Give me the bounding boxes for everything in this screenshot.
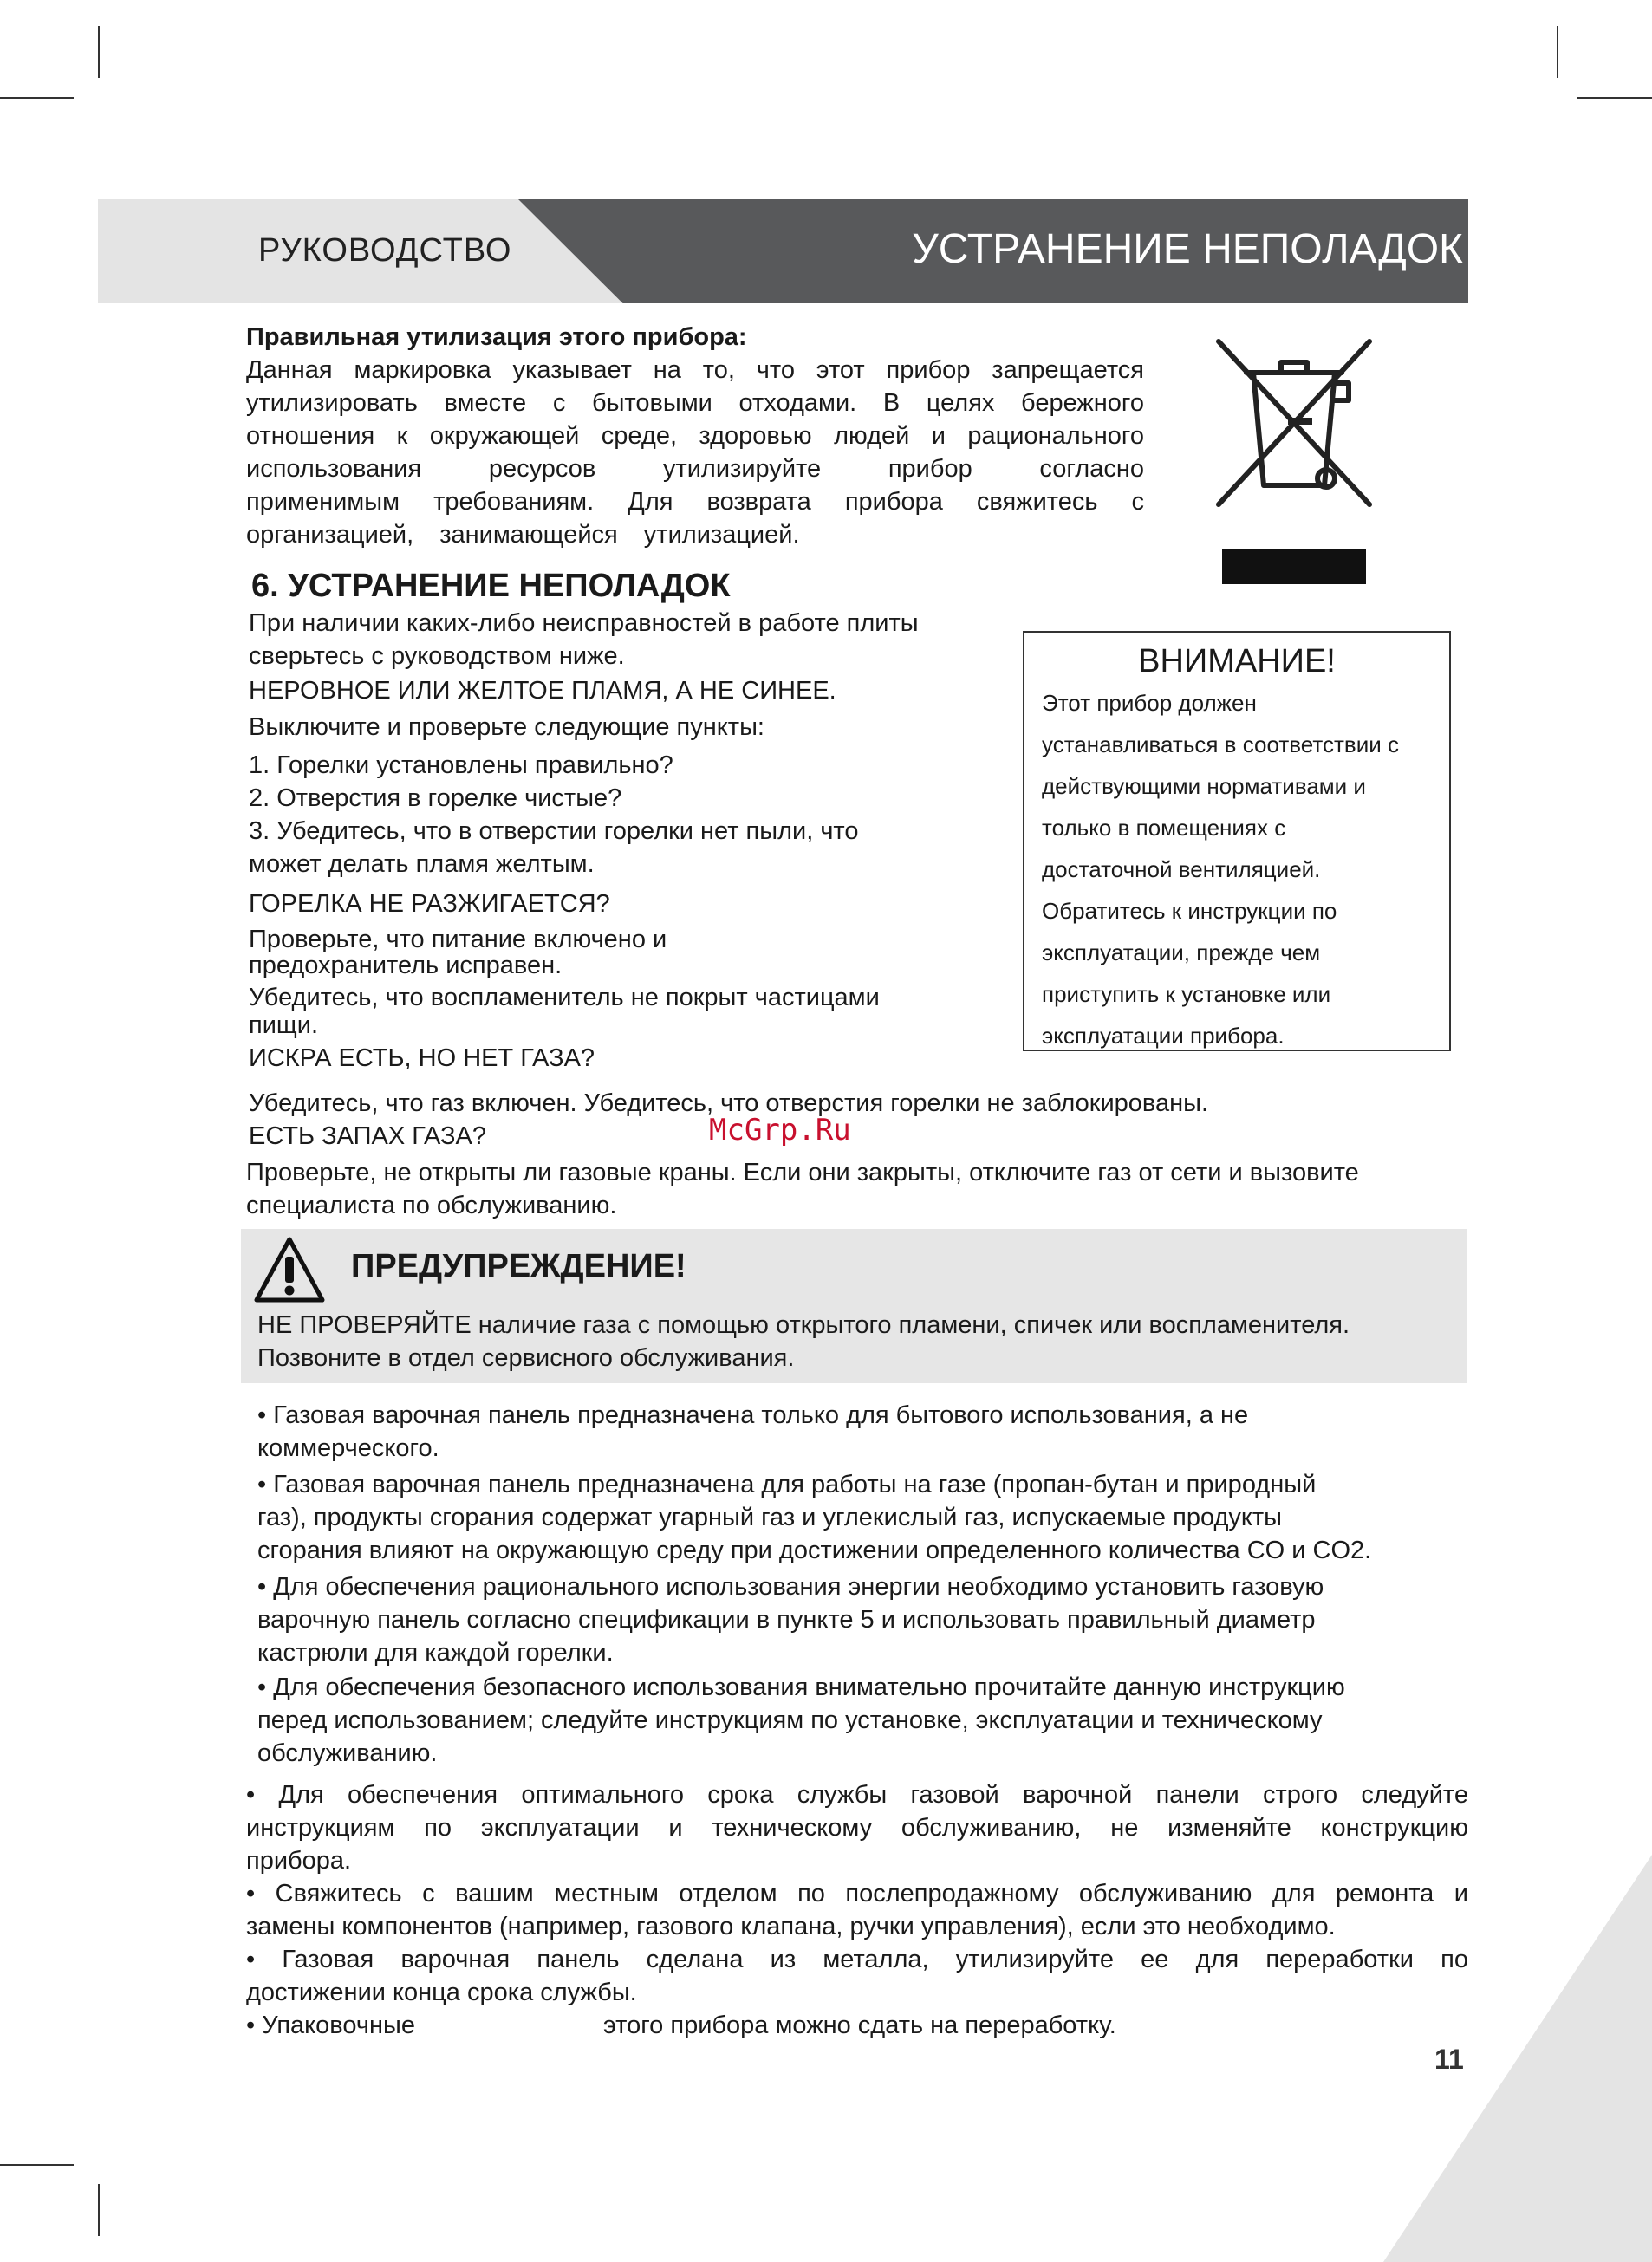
- crop-mark: [0, 97, 74, 99]
- attention-body: [1024, 682, 1449, 1056]
- crop-mark: [1557, 26, 1558, 78]
- bullet-line: • Газовая варочная панель сделана из металла, утилизируйте ее для переработки по: [246, 1946, 1468, 1973]
- flame-item: 1. Горелки установлены правильно?: [249, 751, 673, 779]
- bullet-line: • Для обеспечения рационального использования энергии необходимо установить газовую: [257, 1573, 1324, 1601]
- ignite-heading: ГОРЕЛКА НЕ РАЗЖИГАЕТСЯ?: [249, 890, 610, 918]
- flame-item: 2. Отверстия в горелке чистые?: [249, 784, 622, 812]
- attention-line: эксплуатации, прежде чем: [1042, 939, 1321, 965]
- disposal-line: утилизировать вместе с бытовыми отходами. В целях бережного: [246, 389, 1144, 417]
- bullet-line: кастрюли для каждой горелки.: [257, 1639, 614, 1667]
- attention-line: действующими нормативами и: [1042, 773, 1366, 799]
- flame-heading: НЕРОВНОЕ ИЛИ ЖЕЛТОЕ ПЛАМЯ, А НЕ СИНЕЕ.: [249, 677, 836, 705]
- disposal-line: организацией, занимающейся утилизацией.: [246, 521, 800, 549]
- ignite-line: Проверьте, что питание включено и: [249, 926, 667, 953]
- attention-line: Этот прибор должен: [1042, 690, 1257, 716]
- warning-line: НЕ ПРОВЕРЯЙТЕ наличие газа с помощью открытого пламени, спичек или воспламенителя.: [257, 1311, 1350, 1339]
- crop-mark: [98, 2184, 100, 2236]
- attention-line: только в помещениях с: [1042, 815, 1286, 841]
- smell-text: Проверьте, не открыты ли газовые краны. Если они закрыты, отключите газ от сети и вызовите: [246, 1159, 1359, 1186]
- attention-box: [1023, 631, 1451, 1051]
- attention-line: Обратитесь к инструкции по: [1042, 898, 1337, 924]
- page-number: 11: [1434, 2044, 1464, 2075]
- bullet-list-b: [246, 1778, 1468, 2042]
- header-chapter-title: УСТРАНЕНИЕ НЕПОЛАДОК: [912, 226, 1463, 272]
- bullet-line: достижении конца срока службы.: [246, 1979, 637, 2006]
- bullet-line: замены компонентов (например, газового клапана, ручки управления), если это необходимо.: [246, 1913, 1336, 1940]
- bullet-fragment: этого прибора можно сдать на переработку.: [603, 2012, 1116, 2039]
- crossed-out-wheelie-bin-icon: [1203, 331, 1385, 591]
- bullet-line: • Свяжитесь с вашим местным отделом по послепродажному обслуживанию для ремонта и: [246, 1880, 1468, 1908]
- troubleshooting-column: [249, 607, 1011, 1075]
- attention-line: достаточной вентиляцией.: [1042, 856, 1321, 882]
- crop-mark: [1577, 97, 1652, 99]
- flame-check: Выключите и проверьте следующие пункты:: [249, 713, 764, 741]
- troubleshooting-heading: 6. УСТРАНЕНИЕ НЕПОЛАДОК: [251, 568, 731, 604]
- flame-item: 3. Убедитесь, что в отверстии горелки нет пыли, что: [249, 817, 859, 845]
- bullet-line-last: [246, 2009, 1468, 2042]
- bullet-line: • Для обеспечения оптимального срока службы газовой варочной панели строго следуйте: [246, 1781, 1468, 1809]
- bullet-fragment: • Упаковочные: [246, 2012, 415, 2039]
- smell-text: специалиста по обслуживанию.: [246, 1192, 617, 1219]
- attention-line: эксплуатации прибора.: [1042, 1023, 1285, 1049]
- bullet-line: газ), продукты сгорания содержат угарный газ и углекислый газ, испускаемые продукты: [257, 1504, 1283, 1531]
- ignite-line: предохранитель исправен.: [249, 952, 563, 979]
- bullet-line: обслуживанию.: [257, 1739, 438, 1767]
- ignite-line: Убедитесь, что воспламенитель не покрыт частицами: [249, 984, 880, 1011]
- bullet-line: • Для обеспечения безопасного использования внимательно прочитайте данную инструкцию: [257, 1674, 1345, 1701]
- disposal-section: [246, 321, 1144, 551]
- bullet-line: сгорания влияют на окружающую среду при достижении определенного количества CO и CO2.: [257, 1537, 1372, 1564]
- crop-mark: [0, 2164, 74, 2166]
- disposal-line: Данная маркировка указывает на то, что этот прибор запрещается: [246, 356, 1144, 384]
- attention-line: устанавливаться в соответствии с: [1042, 731, 1399, 757]
- bullet-list-a: [257, 1399, 1471, 1770]
- crop-mark: [98, 26, 100, 78]
- spark-heading: ИСКРА ЕСТЬ, НО НЕТ ГАЗА?: [249, 1044, 595, 1072]
- bullet-line: • Газовая варочная панель предназначена для работы на газе (пропан-бутан и природный: [257, 1471, 1317, 1498]
- ignite-line: пищи.: [249, 1011, 319, 1039]
- spark-text: Убедитесь, что газ включен. Убедитесь, что отверстия горелки не заблокированы.: [249, 1089, 1209, 1117]
- header-section-label: РУКОВОДСТВО: [258, 232, 512, 269]
- disposal-line: использования ресурсов утилизируйте прибор согласно: [246, 455, 1144, 483]
- bullet-line: инструкциям по эксплуатации и техническому обслуживанию, не изменяйте конструкцию: [246, 1814, 1468, 1842]
- bullet-line: • Газовая варочная панель предназначена только для бытового использования, а не: [257, 1401, 1249, 1429]
- bullet-line: перед использованием; следуйте инструкциям по установке, эксплуатации и техническому: [257, 1706, 1323, 1734]
- intro-line: При наличии каких-либо неисправностей в работе плиты: [249, 609, 919, 637]
- warning-triangle-icon: [251, 1234, 328, 1305]
- smell-heading: ЕСТЬ ЗАПАХ ГАЗА?: [249, 1122, 487, 1150]
- intro-line: сверьтесь с руководством ниже.: [249, 642, 625, 670]
- disposal-title: Правильная утилизация этого прибора:: [246, 323, 747, 351]
- disposal-line: отношения к окружающей среде, здоровью людей и рационального: [246, 422, 1144, 450]
- attention-line: приступить к установке или: [1042, 981, 1331, 1007]
- flame-item: может делать пламя желтым.: [249, 850, 595, 878]
- bullet-line: коммерческого.: [257, 1434, 439, 1462]
- disposal-line: применимым требованиям. Для возврата прибора свяжитесь с: [246, 488, 1144, 516]
- bullet-line: прибора.: [246, 1847, 352, 1875]
- warning-title: ПРЕДУПРЕЖДЕНИЕ!: [351, 1248, 686, 1284]
- attention-title: ВНИМАНИЕ!: [1138, 643, 1336, 679]
- bullet-line: варочную панель согласно спецификации в пункте 5 и использовать правильный диаметр: [257, 1606, 1316, 1634]
- warning-line: Позвоните в отдел сервисного обслуживания.: [257, 1344, 795, 1372]
- watermark-text: McGrp.Ru: [709, 1113, 851, 1147]
